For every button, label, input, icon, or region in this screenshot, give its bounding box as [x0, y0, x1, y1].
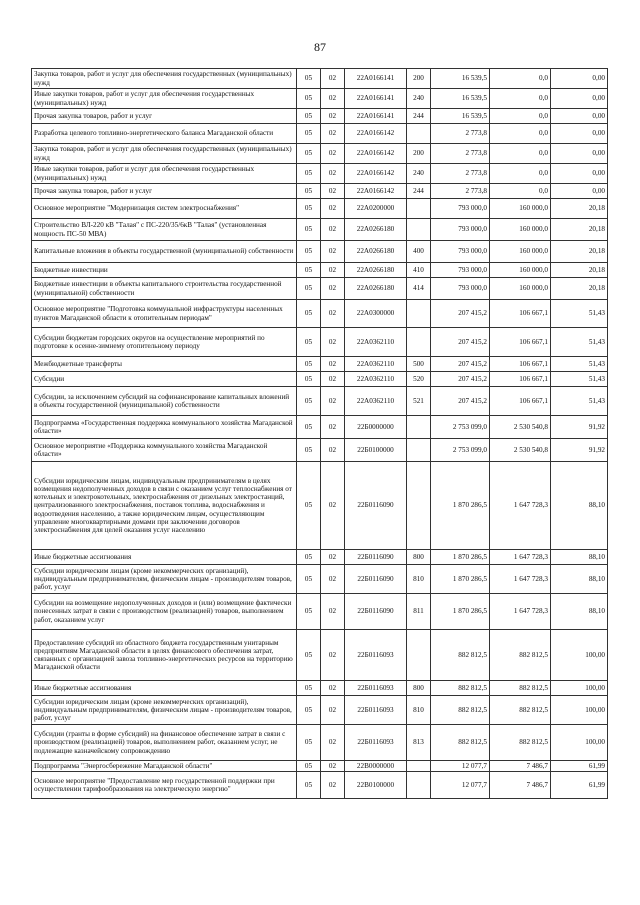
row-name: Иные закупки товаров, работ и услуг для обеспечения государственных (муниципальных) нужд	[32, 89, 297, 109]
subsection-code: 02	[321, 109, 345, 124]
subsection-code: 02	[321, 278, 345, 300]
section-code: 05	[297, 372, 321, 387]
expense-type-code: 520	[407, 372, 431, 387]
row-name: Прочая закупка товаров, работ и услуг	[32, 109, 297, 124]
target-article-code: 22А0166141	[345, 89, 407, 109]
target-article-code: 22А0266180	[345, 219, 407, 241]
table-row	[32, 89, 608, 109]
expense-type-code: 200	[407, 144, 431, 164]
section-code: 05	[297, 772, 321, 799]
table-row	[32, 328, 608, 357]
planned-amount: 2 753 099,0	[431, 439, 490, 462]
expense-type-code	[407, 630, 431, 681]
table-row	[32, 725, 608, 761]
row-name: Субсидии юридическим лицам, индивидуальным предпринимателям в целях возмещения недополученных доходов в связи с оказанием услуг теплоснабжения от котельных и электрокотельных, электроснабжения от дизельных электростанций, централизованного электроснабжения, поставок топлива, водоснабжения и водоотведения населению, а также юридическим лицам, осуществляющим управление многоквартирными домами при заключении договоров электроснабжения для целей оказания услуг населению	[32, 462, 297, 550]
page-number: 87	[314, 40, 326, 54]
row-name: Субсидии юридическим лицам (кроме некоммерческих организаций), индивидуальным предпринимателям, физическим лицам - производителям товаров, работ, услуг	[32, 565, 297, 594]
target-article-code: 22А0266180	[345, 241, 407, 263]
section-code: 05	[297, 124, 321, 144]
row-name: Бюджетные инвестиции	[32, 263, 297, 278]
expense-type-code: 500	[407, 357, 431, 372]
table-row	[32, 565, 608, 594]
planned-amount: 793 000,0	[431, 278, 490, 300]
table-row	[32, 439, 608, 462]
executed-amount: 882 812,5	[490, 681, 551, 696]
section-code: 05	[297, 696, 321, 725]
subsection-code: 02	[321, 696, 345, 725]
target-article-code: 22Б0116090	[345, 594, 407, 630]
section-code: 05	[297, 357, 321, 372]
section-code: 05	[297, 144, 321, 164]
target-article-code: 22А0166142	[345, 144, 407, 164]
target-article-code: 22Б0116093	[345, 681, 407, 696]
executed-amount: 160 000,0	[490, 278, 551, 300]
table-row	[32, 594, 608, 630]
row-name: Прочая закупка товаров, работ и услуг	[32, 184, 297, 199]
section-code: 05	[297, 594, 321, 630]
execution-percent: 20,18	[551, 278, 608, 300]
executed-amount: 882 812,5	[490, 696, 551, 725]
section-code: 05	[297, 219, 321, 241]
expense-type-code	[407, 772, 431, 799]
subsection-code: 02	[321, 69, 345, 89]
executed-amount: 106 667,1	[490, 372, 551, 387]
row-name: Бюджетные инвестиции в объекты капитального строительства государственной (муниципальной) собственности	[32, 278, 297, 300]
executed-amount: 106 667,1	[490, 387, 551, 416]
row-name: Субсидии бюджетам городских округов на осуществление мероприятий по подготовке к осенне-зимнему отопительному периоду	[32, 328, 297, 357]
executed-amount: 2 530 540,8	[490, 439, 551, 462]
executed-amount: 2 530 540,8	[490, 416, 551, 439]
target-article-code: 22А0166142	[345, 124, 407, 144]
expense-type-code: 200	[407, 69, 431, 89]
subsection-code: 02	[321, 328, 345, 357]
row-name: Закупка товаров, работ и услуг для обеспечения государственных (муниципальных) нужд	[32, 69, 297, 89]
executed-amount: 160 000,0	[490, 199, 551, 219]
subsection-code: 02	[321, 372, 345, 387]
planned-amount: 793 000,0	[431, 219, 490, 241]
planned-amount: 12 077,7	[431, 761, 490, 772]
expense-type-code: 240	[407, 164, 431, 184]
subsection-code: 02	[321, 357, 345, 372]
planned-amount: 882 812,5	[431, 681, 490, 696]
target-article-code: 22А0266180	[345, 278, 407, 300]
table-row	[32, 761, 608, 772]
execution-percent: 20,18	[551, 199, 608, 219]
target-article-code: 22А0166141	[345, 109, 407, 124]
row-name: Иные бюджетные ассигнования	[32, 550, 297, 565]
planned-amount: 882 812,5	[431, 696, 490, 725]
section-code: 05	[297, 328, 321, 357]
section-code: 05	[297, 439, 321, 462]
target-article-code: 22В0100000	[345, 772, 407, 799]
subsection-code: 02	[321, 725, 345, 761]
executed-amount: 0,0	[490, 69, 551, 89]
table-row	[32, 550, 608, 565]
subsection-code: 02	[321, 124, 345, 144]
execution-percent: 51,43	[551, 328, 608, 357]
budget-table	[31, 68, 608, 799]
expense-type-code: 414	[407, 278, 431, 300]
subsection-code: 02	[321, 761, 345, 772]
section-code: 05	[297, 550, 321, 565]
row-name: Основное мероприятие "Подготовка коммунальной инфраструктуры населенных пунктов Магаданской области к отопительным периодам"	[32, 300, 297, 328]
row-name: Субсидии на возмещение недополученных доходов и (или) возмещение фактически понесенных затрат в связи с производством (реализацией) товаров, выполнением работ, оказанием услуг	[32, 594, 297, 630]
table-row	[32, 278, 608, 300]
planned-amount: 12 077,7	[431, 772, 490, 799]
table-row	[32, 109, 608, 124]
planned-amount: 16 539,5	[431, 89, 490, 109]
expense-type-code	[407, 462, 431, 550]
executed-amount: 0,0	[490, 109, 551, 124]
subsection-code: 02	[321, 772, 345, 799]
execution-percent: 0,00	[551, 164, 608, 184]
table-row	[32, 300, 608, 328]
target-article-code: 22Б0100000	[345, 439, 407, 462]
expense-type-code: 813	[407, 725, 431, 761]
expense-type-code	[407, 439, 431, 462]
subsection-code: 02	[321, 416, 345, 439]
target-article-code: 22В0000000	[345, 761, 407, 772]
section-code: 05	[297, 630, 321, 681]
execution-percent: 88,10	[551, 462, 608, 550]
planned-amount: 16 539,5	[431, 109, 490, 124]
execution-percent: 61,99	[551, 761, 608, 772]
table-row	[32, 372, 608, 387]
subsection-code: 02	[321, 89, 345, 109]
row-name: Предоставление субсидий из областного бюджета государственным унитарным предприятиям Магаданской области в целях финансового обеспечения затрат, связанных с организацией завоза топливно-энергетических ресурсов на территорию Магаданской области	[32, 630, 297, 681]
section-code: 05	[297, 462, 321, 550]
executed-amount: 882 812,5	[490, 725, 551, 761]
section-code: 05	[297, 199, 321, 219]
section-code: 05	[297, 761, 321, 772]
planned-amount: 1 870 286,5	[431, 565, 490, 594]
row-name: Капитальные вложения в объекты государственной (муниципальной) собственности	[32, 241, 297, 263]
table-row	[32, 69, 608, 89]
execution-percent: 20,18	[551, 241, 608, 263]
table-row	[32, 630, 608, 681]
planned-amount: 2 773,8	[431, 144, 490, 164]
row-name: Субсидии юридическим лицам (кроме некоммерческих организаций), индивидуальным предпринимателям, физическим лицам - производителям товаров, работ, услуг	[32, 696, 297, 725]
planned-amount: 207 415,2	[431, 372, 490, 387]
subsection-code: 02	[321, 219, 345, 241]
target-article-code: 22Б0116093	[345, 725, 407, 761]
table-row	[32, 144, 608, 164]
execution-percent: 0,00	[551, 184, 608, 199]
executed-amount: 160 000,0	[490, 241, 551, 263]
execution-percent: 61,99	[551, 772, 608, 799]
expense-type-code	[407, 416, 431, 439]
execution-percent: 0,00	[551, 144, 608, 164]
section-code: 05	[297, 565, 321, 594]
execution-percent: 88,10	[551, 594, 608, 630]
execution-percent: 88,10	[551, 565, 608, 594]
row-name: Субсидии	[32, 372, 297, 387]
subsection-code: 02	[321, 630, 345, 681]
section-code: 05	[297, 89, 321, 109]
section-code: 05	[297, 681, 321, 696]
planned-amount: 882 812,5	[431, 725, 490, 761]
section-code: 05	[297, 278, 321, 300]
row-name: Подпрограмма «Государственная поддержка коммунального хозяйства Магаданской области»	[32, 416, 297, 439]
target-article-code: 22Б0116093	[345, 630, 407, 681]
subsection-code: 02	[321, 164, 345, 184]
subsection-code: 02	[321, 681, 345, 696]
row-name: Межбюджетные трансферты	[32, 357, 297, 372]
planned-amount: 793 000,0	[431, 263, 490, 278]
table-row	[32, 199, 608, 219]
target-article-code: 22Б0000000	[345, 416, 407, 439]
target-article-code: 22А0200000	[345, 199, 407, 219]
executed-amount: 0,0	[490, 184, 551, 199]
row-name: Основное мероприятие "Модернизация систем электроснабжения"	[32, 199, 297, 219]
expense-type-code: 811	[407, 594, 431, 630]
subsection-code: 02	[321, 241, 345, 263]
execution-percent: 0,00	[551, 69, 608, 89]
expense-type-code: 410	[407, 263, 431, 278]
subsection-code: 02	[321, 184, 345, 199]
executed-amount: 106 667,1	[490, 300, 551, 328]
section-code: 05	[297, 263, 321, 278]
expense-type-code	[407, 219, 431, 241]
row-name: Субсидии (гранты в форме субсидий) на финансовое обеспечение затрат в связи с производством (реализацией) товаров, выполнением работ, оказанием услуг, не подлежащие казначейскому сопровождению	[32, 725, 297, 761]
execution-percent: 91,92	[551, 416, 608, 439]
planned-amount: 793 000,0	[431, 241, 490, 263]
executed-amount: 0,0	[490, 144, 551, 164]
section-code: 05	[297, 184, 321, 199]
target-article-code: 22Б0116090	[345, 462, 407, 550]
executed-amount: 1 647 728,3	[490, 594, 551, 630]
subsection-code: 02	[321, 594, 345, 630]
executed-amount: 7 486,7	[490, 772, 551, 799]
row-name: Основное мероприятие "Предоставление мер государственной поддержки при осуществлении тарифообразования на электрическую энергию"	[32, 772, 297, 799]
target-article-code: 22А0362110	[345, 328, 407, 357]
execution-percent: 0,00	[551, 89, 608, 109]
section-code: 05	[297, 241, 321, 263]
table-row	[32, 263, 608, 278]
row-name: Основное мероприятие «Поддержка коммунального хозяйства Магаданской области»	[32, 439, 297, 462]
expense-type-code: 521	[407, 387, 431, 416]
table-row	[32, 696, 608, 725]
target-article-code: 22А0166142	[345, 164, 407, 184]
row-name: Закупка товаров, работ и услуг для обеспечения государственных (муниципальных) нужд	[32, 144, 297, 164]
executed-amount: 0,0	[490, 124, 551, 144]
execution-percent: 88,10	[551, 550, 608, 565]
planned-amount: 793 000,0	[431, 199, 490, 219]
planned-amount: 207 415,2	[431, 300, 490, 328]
table-row	[32, 164, 608, 184]
subsection-code: 02	[321, 144, 345, 164]
planned-amount: 1 870 286,5	[431, 462, 490, 550]
planned-amount: 2 773,8	[431, 124, 490, 144]
subsection-code: 02	[321, 565, 345, 594]
table-row	[32, 184, 608, 199]
target-article-code: 22Б0116093	[345, 696, 407, 725]
table-row	[32, 416, 608, 439]
row-name: Субсидии, за исключением субсидий на софинансирование капитальных вложений в объекты государственной (муниципальной) собственности	[32, 387, 297, 416]
planned-amount: 207 415,2	[431, 328, 490, 357]
executed-amount: 0,0	[490, 89, 551, 109]
execution-percent: 91,92	[551, 439, 608, 462]
section-code: 05	[297, 416, 321, 439]
expense-type-code: 244	[407, 109, 431, 124]
execution-percent: 100,00	[551, 725, 608, 761]
table-row	[32, 357, 608, 372]
planned-amount: 207 415,2	[431, 387, 490, 416]
expense-type-code	[407, 199, 431, 219]
table-row	[32, 241, 608, 263]
target-article-code: 22А0266180	[345, 263, 407, 278]
execution-percent: 0,00	[551, 124, 608, 144]
target-article-code: 22А0166142	[345, 184, 407, 199]
table-row	[32, 681, 608, 696]
executed-amount: 1 647 728,3	[490, 550, 551, 565]
table-row	[32, 387, 608, 416]
target-article-code: 22А0166141	[345, 69, 407, 89]
target-article-code: 22А0362110	[345, 387, 407, 416]
target-article-code: 22А0362110	[345, 357, 407, 372]
execution-percent: 100,00	[551, 681, 608, 696]
section-code: 05	[297, 725, 321, 761]
execution-percent: 51,43	[551, 357, 608, 372]
subsection-code: 02	[321, 300, 345, 328]
expense-type-code	[407, 761, 431, 772]
section-code: 05	[297, 387, 321, 416]
section-code: 05	[297, 164, 321, 184]
target-article-code: 22А0362110	[345, 372, 407, 387]
table-row	[32, 772, 608, 799]
subsection-code: 02	[321, 199, 345, 219]
execution-percent: 20,18	[551, 263, 608, 278]
subsection-code: 02	[321, 462, 345, 550]
execution-percent: 51,43	[551, 300, 608, 328]
planned-amount: 1 870 286,5	[431, 594, 490, 630]
subsection-code: 02	[321, 263, 345, 278]
executed-amount: 7 486,7	[490, 761, 551, 772]
target-article-code: 22Б0116090	[345, 565, 407, 594]
executed-amount: 1 647 728,3	[490, 462, 551, 550]
section-code: 05	[297, 69, 321, 89]
expense-type-code	[407, 328, 431, 357]
planned-amount: 882 812,5	[431, 630, 490, 681]
section-code: 05	[297, 109, 321, 124]
executed-amount: 1 647 728,3	[490, 565, 551, 594]
executed-amount: 882 812,5	[490, 630, 551, 681]
row-name: Разработка целевого топливно-энергетического баланса Магаданской области	[32, 124, 297, 144]
table-row	[32, 219, 608, 241]
table-row	[32, 462, 608, 550]
expense-type-code: 800	[407, 550, 431, 565]
expense-type-code	[407, 124, 431, 144]
row-name: Иные закупки товаров, работ и услуг для обеспечения государственных (муниципальных) нужд	[32, 164, 297, 184]
execution-percent: 51,43	[551, 387, 608, 416]
executed-amount: 160 000,0	[490, 219, 551, 241]
target-article-code: 22А0300000	[345, 300, 407, 328]
expense-type-code: 244	[407, 184, 431, 199]
planned-amount: 2 773,8	[431, 164, 490, 184]
table-row	[32, 124, 608, 144]
row-name: Строительство ВЛ-220 кВ "Талая" с ПС-220/35/6кВ "Талая" (установленная мощность ПС-50 МВА)	[32, 219, 297, 241]
planned-amount: 16 539,5	[431, 69, 490, 89]
subsection-code: 02	[321, 550, 345, 565]
execution-percent: 51,43	[551, 372, 608, 387]
target-article-code: 22Б0116090	[345, 550, 407, 565]
executed-amount: 106 667,1	[490, 357, 551, 372]
execution-percent: 100,00	[551, 696, 608, 725]
expense-type-code: 800	[407, 681, 431, 696]
row-name: Подпрограмма "Энергосбережение Магаданской области"	[32, 761, 297, 772]
section-code: 05	[297, 300, 321, 328]
expense-type-code	[407, 300, 431, 328]
row-name: Иные бюджетные ассигнования	[32, 681, 297, 696]
executed-amount: 0,0	[490, 164, 551, 184]
planned-amount: 1 870 286,5	[431, 550, 490, 565]
execution-percent: 0,00	[551, 109, 608, 124]
subsection-code: 02	[321, 387, 345, 416]
planned-amount: 2 773,8	[431, 184, 490, 199]
planned-amount: 2 753 099,0	[431, 416, 490, 439]
execution-percent: 100,00	[551, 630, 608, 681]
expense-type-code: 810	[407, 565, 431, 594]
executed-amount: 106 667,1	[490, 328, 551, 357]
execution-percent: 20,18	[551, 219, 608, 241]
subsection-code: 02	[321, 439, 345, 462]
executed-amount: 160 000,0	[490, 263, 551, 278]
expense-type-code: 810	[407, 696, 431, 725]
planned-amount: 207 415,2	[431, 357, 490, 372]
expense-type-code: 400	[407, 241, 431, 263]
expense-type-code: 240	[407, 89, 431, 109]
